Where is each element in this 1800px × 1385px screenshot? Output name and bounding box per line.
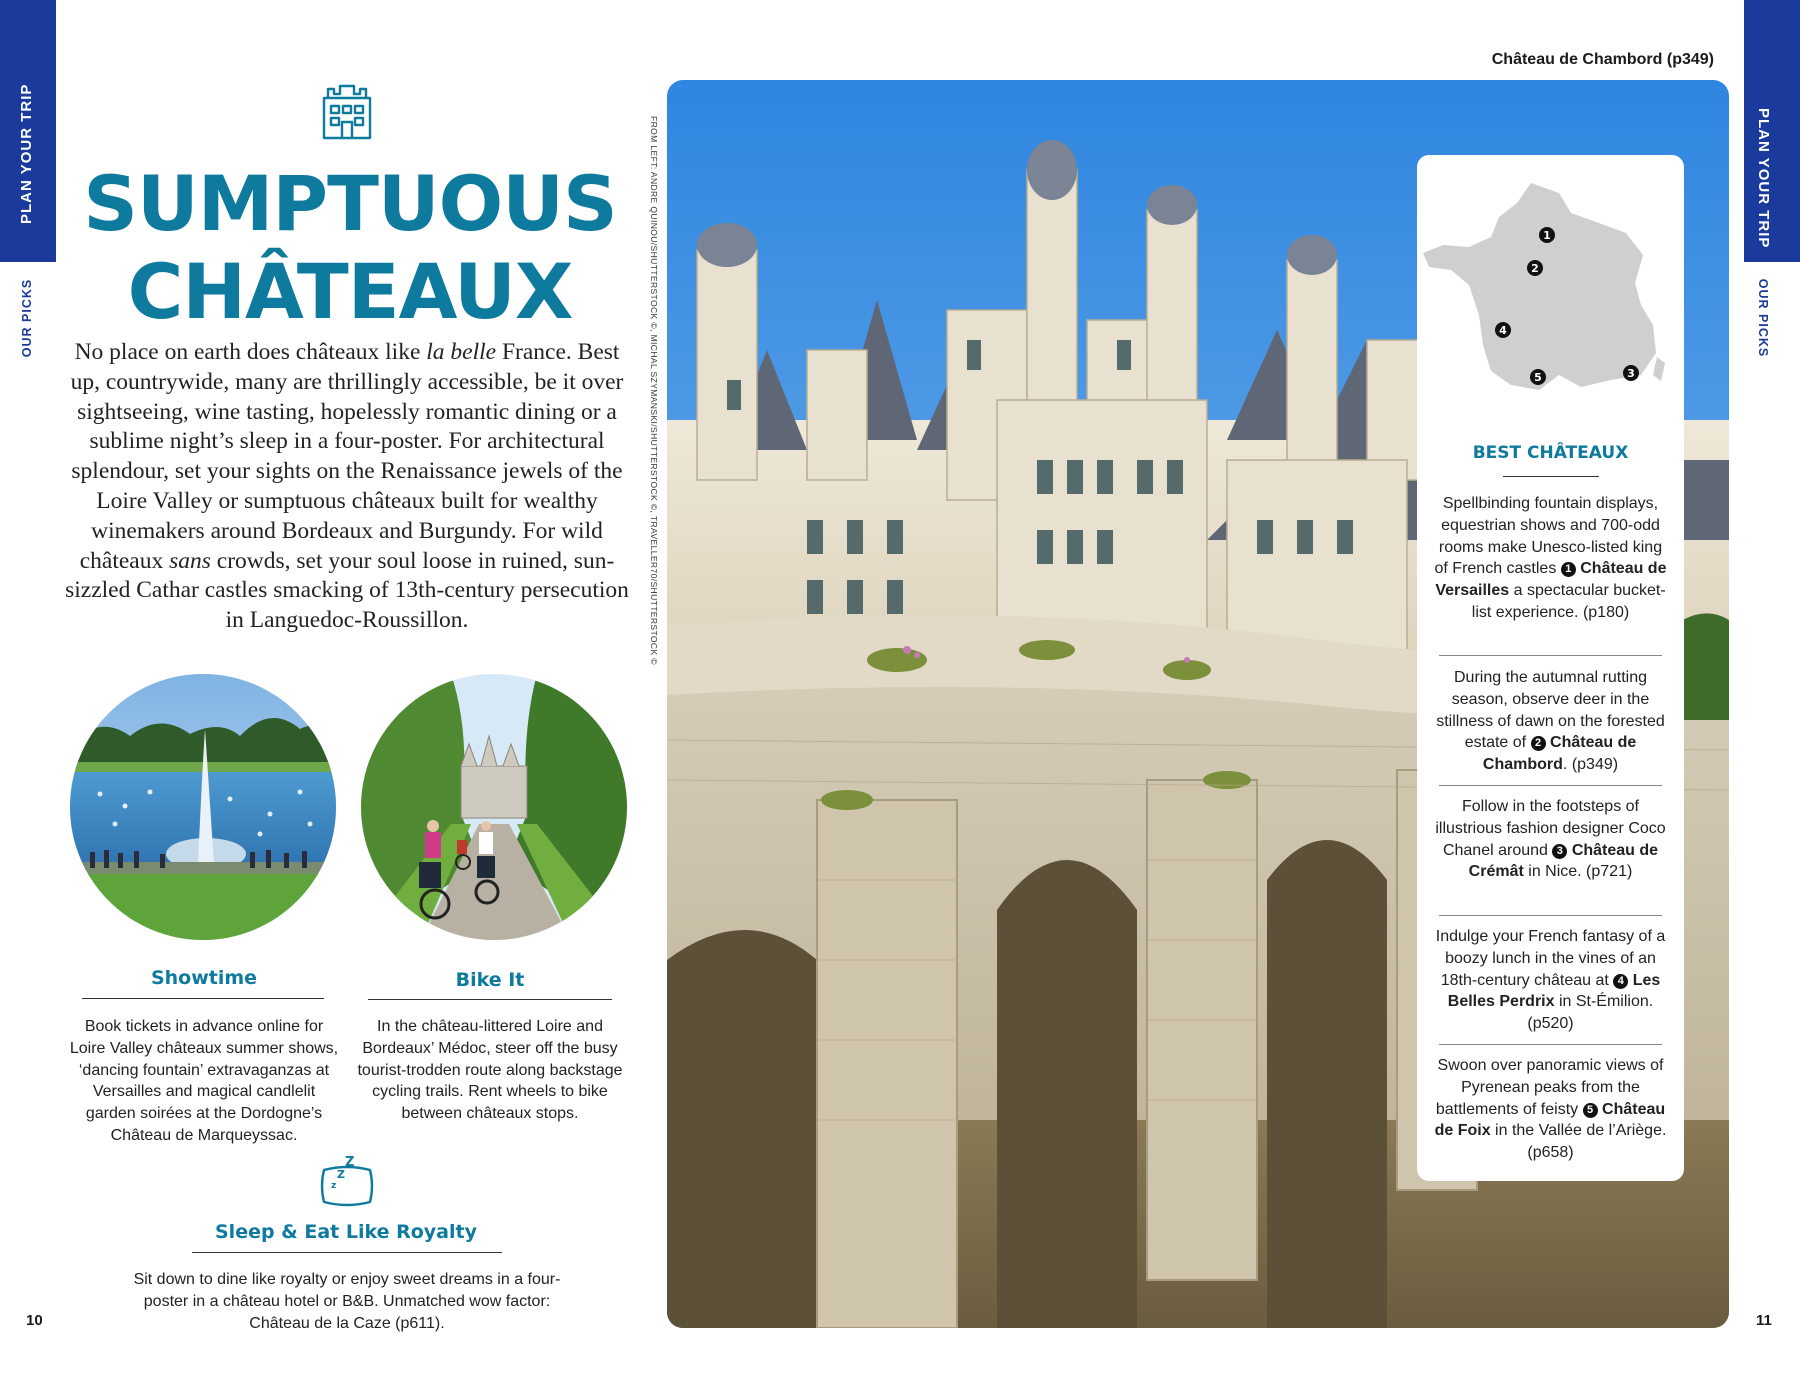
entry-1-text: Spellbinding fountain displays, equestrian shows and 700-odd rooms make Unesco-listed king of French castles (1434, 495, 1663, 578)
panel-divider (1439, 785, 1662, 786)
photo-caption: Château de Chambord (p349) (1491, 51, 1714, 68)
entry-3-name: Château de Crémât (1468, 841, 1659, 881)
entry-1-post: a spectacular bucket-list experience. (p180) (1471, 582, 1666, 621)
title-line-2: CHÂTEAUX (127, 247, 573, 336)
svg-text:Z: Z (337, 1168, 345, 1181)
panel-divider (1439, 915, 1662, 916)
entry-5-text: Swoon over panoramic views of Pyrenean peaks from the battlements of feisty (1435, 1057, 1664, 1118)
fountain-photo (70, 674, 336, 940)
panel-divider (1439, 1044, 1662, 1045)
intro-em-2: sans (169, 547, 211, 574)
cycling-photo (361, 674, 627, 940)
tab-right-label: PLAN YOUR TRIP (1755, 108, 1772, 249)
map-marker-4: 4 (1499, 324, 1507, 337)
entry-3-post: in Nice. (p721) (1523, 863, 1633, 881)
panel-divider (1439, 655, 1662, 656)
sleep-text: Sit down to dine like royalty or enjoy sweet dreams in a four-poster in a château hotel or B&B. Unmatched wow factor: Château de la Caze (p611). (133, 1271, 561, 1332)
best-heading: BEST CHÂTEAUX (1472, 443, 1629, 463)
tab-left-label: PLAN YOUR TRIP (18, 83, 35, 224)
page-number-right: 11 (1756, 1312, 1772, 1329)
best-heading-rule (1503, 476, 1599, 477)
page-title (60, 160, 640, 336)
bike-rule (368, 999, 612, 1000)
map-marker-1: 1 (1543, 229, 1551, 242)
photo-credit: FROM LEFT: ANDRE QUINOU/SHUTTERSTOCK ©, MICHAL SZYMANSKI/SHUTTERSTOCK ©, TRAVELLER70/SHUTTERSTOCK © (649, 116, 659, 665)
intro-em-1: la belle (426, 339, 497, 365)
entry-3-number: 3 (1552, 844, 1567, 859)
entry-5-post: in the Vallée de l’Ariège. (p658) (1490, 1122, 1667, 1162)
entry-2-text: During the autumnal rutting season, observe deer in the stillness of dawn on the forested estate of (1436, 669, 1665, 752)
page-number-left: 10 (26, 1312, 43, 1329)
best-chateaux-panel (1417, 155, 1684, 1181)
svg-text:z: z (331, 1181, 337, 1191)
entry-2-name: Château de Chambord (1482, 734, 1637, 774)
entry-4-post: in St-Émilion. (p520) (1527, 993, 1654, 1033)
section-right-label: OUR PICKS (1756, 278, 1770, 358)
intro-text-1: No place on earth does châteaux like (74, 339, 427, 365)
map-marker-5: 5 (1534, 371, 1542, 384)
showtime-heading: Showtime (150, 967, 258, 989)
svg-text:Z: Z (345, 1155, 355, 1170)
best-entry-1 (1431, 493, 1670, 624)
entry-4-name: Les Belles Perdrix (1447, 971, 1661, 1011)
intro-text-2: France. Best up, countrywide, many are thrillingly accessible, be it over sightseeing, wine tasting, hopelessly romantic dining or a sublime night’s sleep in a four-poster. For architectural splendour, set your sights on the Renaissance jewels of the Loire Valley or sumptuous châteaux built for wealthy winemakers around Bordeaux and Burgundy. For wild châteaux (70, 339, 624, 574)
entry-2-number: 2 (1531, 736, 1546, 751)
building-icon (320, 82, 374, 142)
bike-text: In the château-littered Loire and Bordeaux’ Médoc, steer off the busy tourist-trodden route along backstage cycling trails. Rent wheels to bike between châteaux stops. (357, 1018, 623, 1123)
entry-5-name: Château de Foix (1434, 1100, 1666, 1140)
best-entry-2 (1431, 667, 1670, 776)
entry-3-text: Follow in the footsteps of illustrious fashion designer Coco Chanel around (1435, 798, 1666, 859)
map-marker-3: 3 (1627, 367, 1635, 380)
entry-4-number: 4 (1613, 974, 1628, 989)
pillow-sleep-icon (318, 1150, 376, 1210)
entry-5-number: 5 (1583, 1103, 1598, 1118)
showtime-text: Book tickets in advance online for Loire Valley châteaux summer shows, ‘dancing fountain’ extravaganzas at Versailles and magical candlelit garden soirées at the Dordogne’s Château de Marqueyssac. (69, 1018, 339, 1144)
intro-paragraph (64, 338, 630, 636)
entry-2-post: . (p349) (1562, 756, 1619, 774)
entry-1-number: 1 (1561, 562, 1576, 577)
intro-text-3: crowds, set your soul loose in ruined, sun-sizzled Cathar castles smacking of 13th-century persecution in Languedoc-Roussillon. (65, 547, 629, 634)
map-marker-2: 2 (1531, 262, 1539, 275)
best-entry-5 (1431, 1055, 1670, 1164)
france-map (1421, 175, 1680, 400)
entry-4-text: Indulge your French fantasy of a boozy lunch in the vines of an 18th-century château at (1435, 928, 1666, 989)
best-entry-3 (1431, 796, 1670, 883)
best-entry-4 (1431, 926, 1670, 1035)
sleep-rule (192, 1252, 502, 1253)
title-line-1: SUMPTUOUS (83, 159, 617, 248)
showtime-rule (82, 998, 324, 999)
bike-heading: Bike It (455, 969, 525, 991)
section-left-label: OUR PICKS (20, 278, 34, 358)
entry-1-name: Château de Versailles (1435, 560, 1667, 600)
sleep-heading: Sleep & Eat Like Royalty (215, 1221, 477, 1243)
